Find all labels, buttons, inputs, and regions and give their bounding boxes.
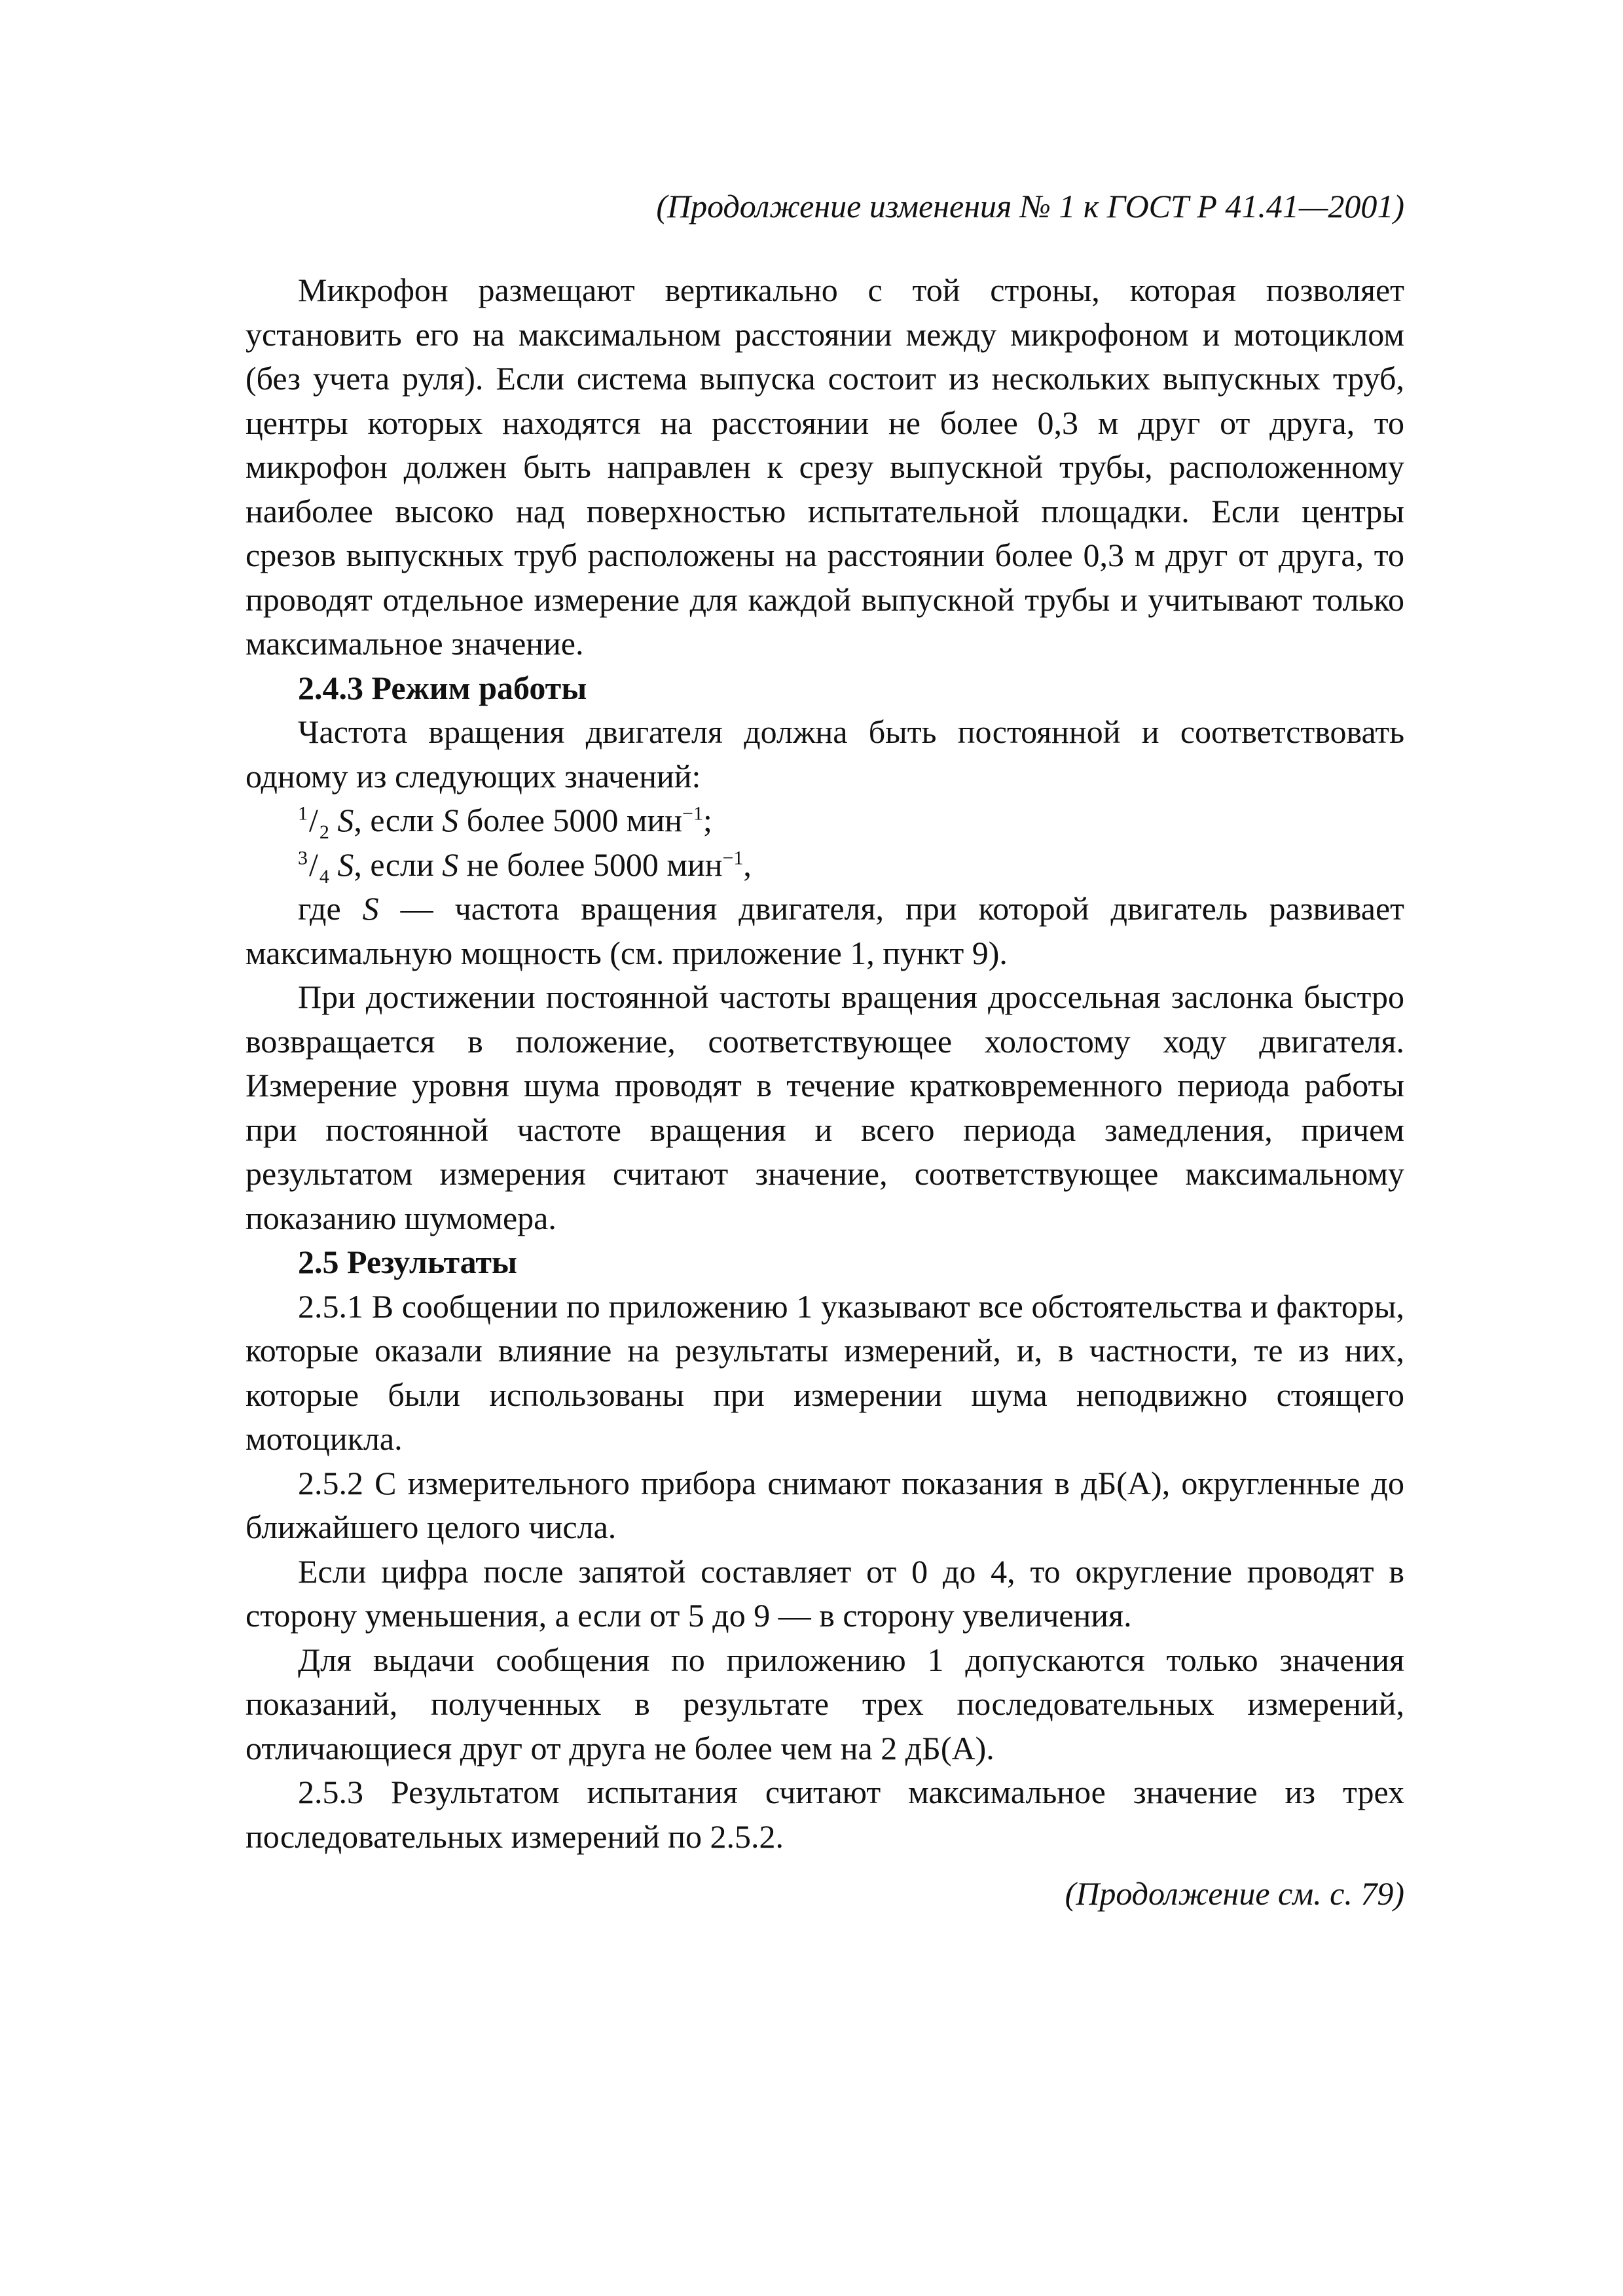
- paragraph-rounding: Если цифра после запятой составляет от 0 до 4, то округление проводят в сторону уменьшения, а если от 5 до 9 — в сторону увеличения.: [246, 1552, 1404, 1634]
- document-body: [246, 268, 1404, 1859]
- fraction-one-half: $^1/_2$: [298, 802, 329, 843]
- section-heading-2-4-3: 2.4.3 Режим работы: [298, 669, 587, 706]
- paragraph-2-5-3: 2.5.3 Результатом испытания считают максимальное значение из трех последовательных измерений по 2.5.2.: [246, 1774, 1404, 1855]
- document-page: [246, 183, 1404, 1916]
- paragraph-where-s: где S — частота вращения двигателя, при которой двигатель развивает максимальную мощность (см. приложение 1, пункт 9).: [246, 890, 1404, 971]
- paragraph-2-5-1: 2.5.1 В сообщении по приложению 1 указывают все обстоятельства и факторы, которые оказали влияние на результаты измерений, и, в частности, те из них, которые были использованы при измерении шума неподвижно стоящего мотоцикла.: [246, 1287, 1404, 1457]
- paragraph-engine-speed: Частота вращения двигателя должна быть постоянной и соответствовать одному из следующих значений:: [246, 713, 1404, 795]
- paragraph-2-5-2: 2.5.2 С измерительного прибора снимают показания в дБ(А), округленные до ближайшего целого числа.: [246, 1464, 1404, 1545]
- running-head: (Продолжение изменения № 1 к ГОСТ Р 41.41—2001): [656, 188, 1404, 224]
- paragraph-report-values: Для выдачи сообщения по приложению 1 допускаются только значения показаний, полученных в результате трех последовательных измерений, отличающиеся друг от друга не более чем на 2 дБ(А).: [246, 1641, 1404, 1767]
- continuation-note: (Продолжение см. с. 79): [1065, 1875, 1404, 1912]
- paragraph-throttle: При достижении постоянной частоты вращения дроссельная заслонка быстро возвращается в положение, соответствующее холостому ходу двигателя. Измерение уровня шума проводят в течение кратковременного периода работы при постоянной частоте вращения и всего периода замедления, причем результатом измерения считают значение, соответствующее максимальному показанию шумомера.: [246, 978, 1404, 1236]
- formula-three-quarter-s: $^3/_4$ S, если S не более 5000 мин$^{-1}$,: [298, 846, 752, 888]
- fraction-three-quarters: $^3/_4$: [298, 846, 329, 888]
- section-heading-2-5: 2.5 Результаты: [298, 1244, 517, 1280]
- paragraph-microphone: Микрофон размещают вертикально с той строны, которая позволяет установить его на максимальном расстоянии между микрофоном и мотоциклом (без учета руля). Если система выпуска состоит из нескольких выпускных труб, центры которых находятся на расстоянии не более 0,3 м друг от друга, то микрофон должен быть направлен к срезу выпускной трубы, расположенному наиболее высоко над поверхностью испытательной площадки. Если центры срезов выпускных труб расположены на расстоянии более 0,3 м друг от друга, то проводят отдельное измерение для каждой выпускной трубы и учитывают только максимальное значение.: [246, 272, 1404, 662]
- formula-half-s: $^1/_2$ S, если S более 5000 мин$^{-1}$;: [298, 802, 712, 843]
